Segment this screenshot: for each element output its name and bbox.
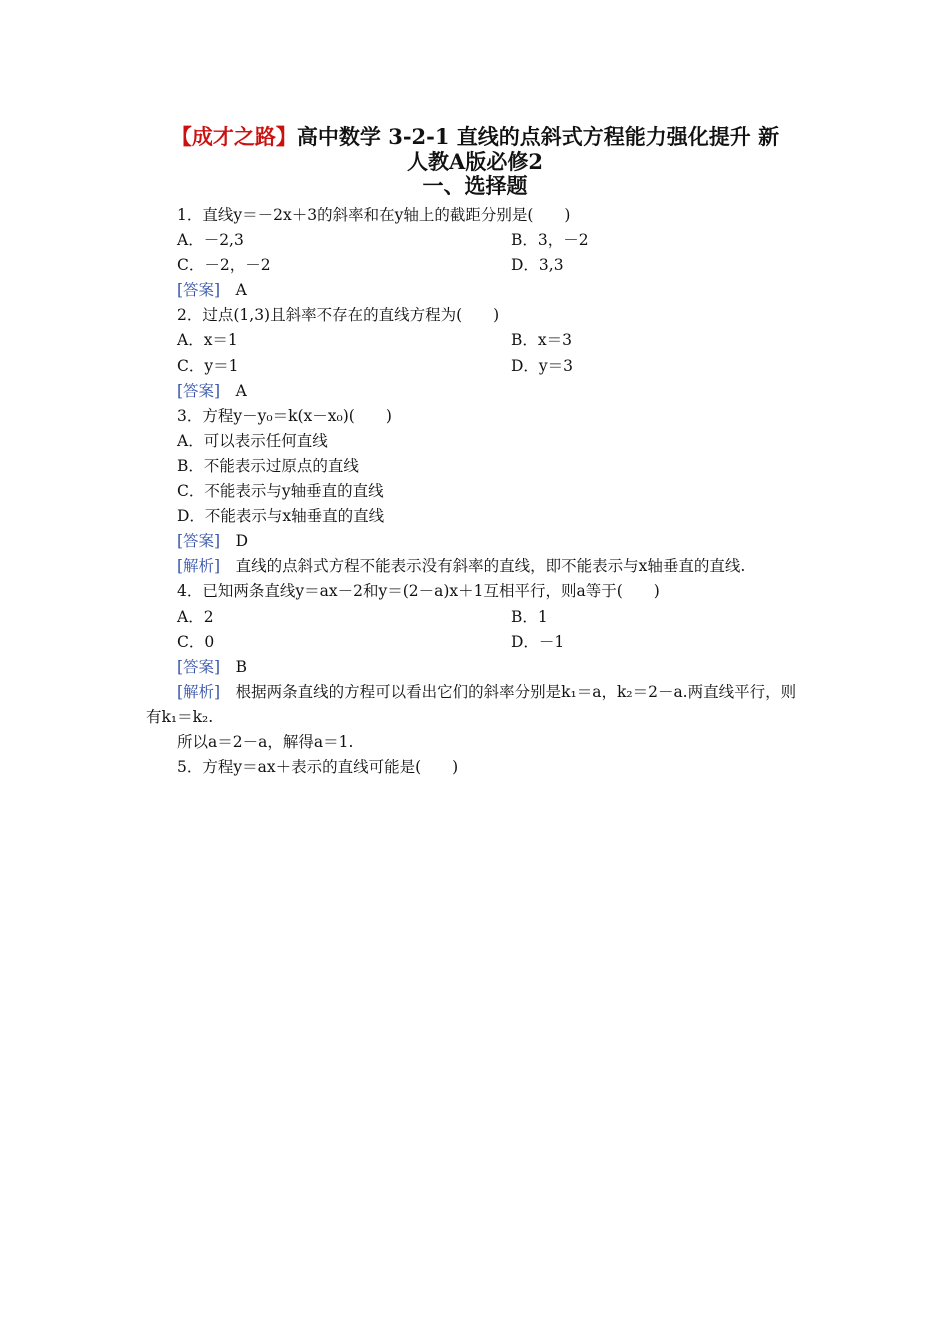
answer-value: D	[235, 532, 249, 551]
question-4-option-c: C．0	[177, 632, 215, 651]
question-4-options-row-2	[146, 630, 810, 655]
answer-value: A	[235, 381, 247, 400]
answer-tag: [答案]	[177, 381, 221, 400]
question-2-option-a: A．x＝1	[177, 331, 238, 350]
question-1-options-row-2	[146, 253, 810, 278]
question-1-stem: 1．直线y＝－2x＋3的斜率和在y轴上的截距分别是( )	[177, 206, 571, 224]
question-1-option-d: D．3,3	[511, 256, 564, 275]
answer-tag: [答案]	[177, 281, 221, 300]
question-1-answer	[146, 278, 810, 303]
question-3-option-a: A．可以表示任何直线	[177, 431, 328, 450]
question-5-stem: 5．方程y＝ax＋表示的直线可能是( )	[177, 758, 459, 777]
question-3-option-d: D．不能表示与x轴垂直的直线	[177, 507, 385, 526]
question-4-stem: 4．已知两条直线y＝ax－2和y＝(2－a)x＋1互相平行，则a等于( )	[177, 582, 660, 601]
answer-tag: [答案]	[177, 657, 221, 676]
section-heading: 一、选择题	[422, 173, 528, 198]
question-3-option-c: C．不能表示与y轴垂直的直线	[177, 482, 384, 501]
analysis-text: 根据两条直线的方程可以看出它们的斜率分别是k₁＝a，k₂＝2－a.两直线平行，则有k₁＝k₂.	[146, 682, 797, 726]
analysis-tag: [解析]	[177, 682, 221, 701]
question-2-option-c: C．y＝1	[177, 356, 239, 375]
analysis-text: 直线的点斜式方程不能表示没有斜率的直线，即不能表示与x轴垂直的直线.	[235, 557, 746, 576]
answer-tag: [答案]	[177, 532, 221, 551]
question-4-analysis	[146, 680, 810, 730]
title-line-2: 人教A版必修2	[407, 149, 543, 174]
question-2-options-row-2	[146, 354, 810, 379]
title-line-1	[140, 124, 810, 149]
question-list	[146, 203, 810, 780]
question-4-options-row-1	[146, 605, 810, 630]
answer-value: A	[235, 281, 247, 300]
question-4-answer	[146, 655, 810, 680]
question-1-option-a: A．－2,3	[177, 231, 244, 250]
question-2-stem: 2．过点(1,3)且斜率不存在的直线方程为( )	[177, 306, 500, 325]
question-2-option-d: D．y＝3	[511, 356, 574, 375]
title-brand: 【成才之路】	[170, 124, 297, 149]
question-3-option-b: B．不能表示过原点的直线	[177, 456, 359, 475]
analysis-tag: [解析]	[177, 557, 221, 576]
title-main: 高中数学 3-2-1 直线的点斜式方程能力强化提升 新	[296, 124, 780, 149]
question-3-answer	[146, 529, 810, 554]
question-4-option-a: A．2	[177, 607, 214, 626]
question-2-option-b: B．x＝3	[511, 331, 572, 350]
question-2-options-row-1	[146, 328, 810, 353]
question-4-analysis-conclusion: 所以a＝2－a，解得a＝1.	[177, 732, 354, 751]
document-title	[140, 124, 810, 174]
question-1-option-b: B．3，－2	[511, 231, 589, 250]
question-3-analysis	[146, 554, 810, 579]
question-4-option-d: D．－1	[511, 632, 565, 651]
question-2-answer	[146, 379, 810, 404]
question-1-options-row-1	[146, 228, 810, 253]
question-4-option-b: B．1	[511, 607, 548, 626]
question-1-option-c: C．－2，－2	[177, 256, 271, 275]
answer-value: B	[235, 657, 248, 676]
question-3-stem: 3．方程y－y₀＝k(x－x₀)( )	[177, 406, 392, 425]
